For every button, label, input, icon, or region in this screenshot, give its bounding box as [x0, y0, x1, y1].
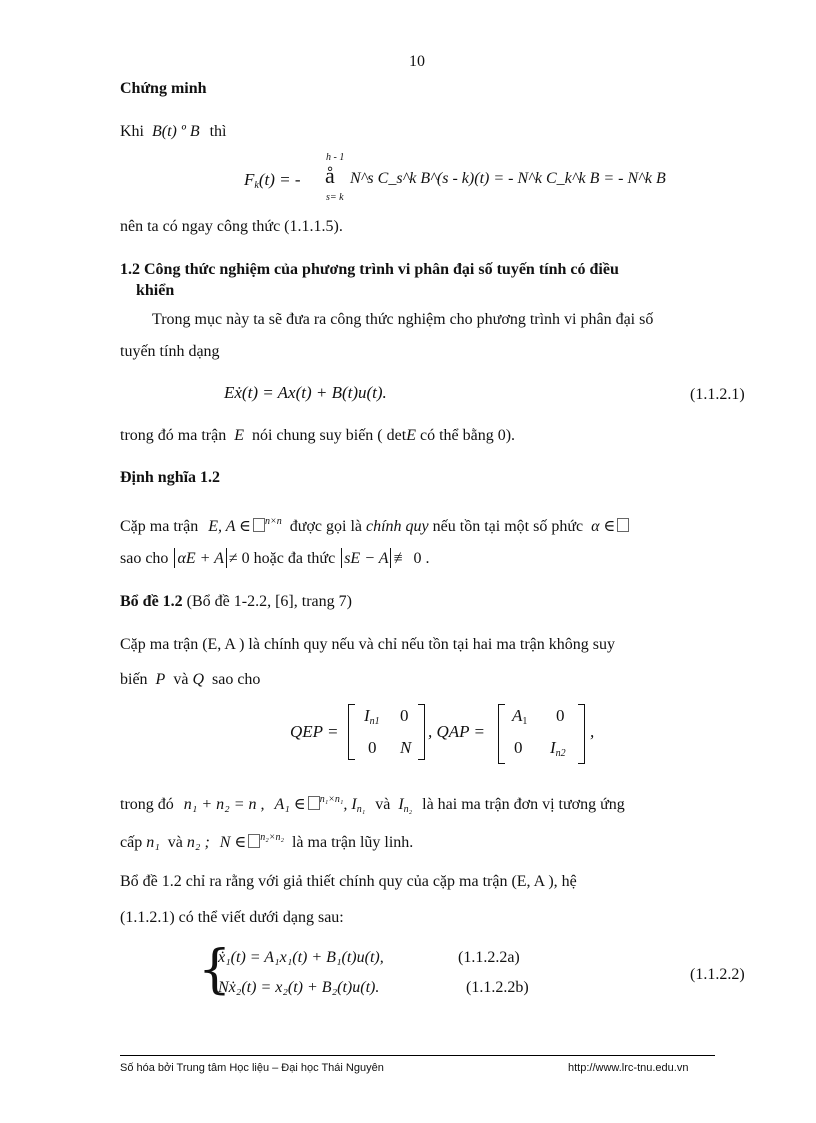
complex-set-icon [253, 518, 265, 532]
b-equiv-math: B(t) º B [152, 123, 200, 140]
where1-I1-sub: n₁ [356, 804, 366, 815]
para2-text-b: nói chung suy biến ( det [251, 427, 407, 444]
qap-I-sub: n2 [555, 748, 566, 759]
para1-line2: tuyến tính dạng [120, 343, 220, 360]
fk-arg: (t) = - [258, 170, 301, 189]
where2-math-n2: n₂ ; [186, 834, 210, 851]
complex-set-icon [248, 834, 260, 848]
qap-A-sub: 1 [522, 716, 528, 727]
def2-text-a: sao cho [120, 550, 169, 567]
lemma-heading: Bổ đề 1.2 [120, 593, 183, 610]
formula-fk-lhs [244, 170, 301, 191]
qap-bracket-right [578, 704, 585, 764]
qep-I-sub: n1 [369, 716, 380, 727]
remark-line1: Bổ đề 1.2 chỉ ra rằng với giả thiết chính quy của cặp ma trận (E, A ), hệ [120, 873, 577, 890]
lemma2-text-b: và [173, 671, 189, 688]
abs-bar-left [174, 548, 175, 568]
fk-F: F [244, 170, 255, 189]
where2-text-b: là ma trận lũy linh. [291, 834, 414, 851]
para2-math-E: E [234, 427, 244, 444]
footer-left: Số hóa bởi Trung tâm Học liệu – Đại học Thái Nguyên [120, 1062, 384, 1074]
qep-cell-22: N [400, 738, 412, 757]
system-eq2: Nẋ₂(t) = x₂(t) + B₂(t)u(t). [218, 979, 380, 996]
lemma2-math-P: P [155, 671, 166, 688]
page-number: 10 [409, 53, 425, 70]
where2-sup: n₂×n₂ [260, 832, 284, 843]
def2-text-b: hoặc đa thức [253, 550, 336, 567]
qep-label: QEP = [290, 722, 339, 741]
qap-cell-11 [512, 706, 527, 727]
def-text-a: Cặp ma trận [120, 518, 199, 535]
def-italic-regular: chính quy [366, 518, 429, 535]
qap-I: I [550, 738, 556, 757]
where2-math-n1: n₁ [146, 834, 160, 851]
qep-cell-21: 0 [368, 738, 377, 757]
def-math-alpha: α ∈ [591, 518, 616, 535]
where-line1 [120, 790, 625, 820]
qep-bracket-left [348, 704, 355, 760]
para2-text-c: có thể bằng 0). [419, 427, 516, 444]
footer-rule [120, 1055, 715, 1056]
where1-math-eq: n₁ + n₂ = n , [183, 796, 265, 813]
para2-math-E2: E [406, 427, 416, 444]
system-label: (1.1.2.2) [690, 966, 745, 983]
where-line2 [120, 828, 413, 853]
where1-text-c: là hai ma trận đơn vị tương ứng [422, 796, 625, 813]
system-eq2-label: (1.1.2.2b) [466, 979, 529, 996]
qap-A: A [512, 706, 523, 725]
para2-line [120, 426, 515, 446]
definition-line1 [120, 512, 629, 537]
where1-sup: n₁×n₁ [319, 794, 344, 805]
system-eq1: ẋ₁(t) = A₁x₁(t) + B₁(t)u(t), [218, 949, 384, 966]
system-brace: { [198, 940, 232, 1000]
complex-set-icon [308, 796, 320, 810]
qep-I: I [364, 706, 370, 725]
qap-comma: , [590, 722, 595, 741]
definition-line2 [120, 548, 429, 569]
qep-cell-11 [364, 706, 380, 727]
def2-math-expr1: αE + A [177, 550, 224, 567]
formula-fk-rhs: N^s C_s^k B^(s - k)(t) = - N^k C_k^k B = - N^k B [350, 170, 666, 187]
proof-intro-line [120, 122, 227, 142]
where1-math-I2: I [398, 796, 404, 813]
def2-math-nequiv: ≢ 0 . [393, 550, 430, 567]
footer-url[interactable]: http://www.lrc-tnu.edu.vn [568, 1062, 689, 1074]
after-formula-text: nên ta có ngay công thức (1.1.1.5). [120, 218, 343, 235]
lemma-reference: (Bổ đề 1-2.2, [6], trang 7) [186, 593, 352, 610]
def2-math-expr2: sE − A [344, 550, 389, 567]
qap-cell-22 [550, 738, 566, 759]
section-heading-line2: khiển [136, 282, 175, 299]
def-text-c: nếu tồn tại một số phức [432, 518, 584, 535]
remark-line2: (1.1.2.1) có thể viết dưới dạng sau: [120, 909, 344, 926]
lemma2-text-c: sao cho [212, 671, 261, 688]
where1-I2-sub: n₂ [403, 804, 413, 815]
abs-bar-left [341, 548, 342, 568]
complex-set-icon [617, 518, 629, 532]
abs-bar-right [390, 548, 391, 568]
lemma2-math-Q: Q [192, 671, 204, 688]
qap-cell-12: 0 [556, 706, 565, 725]
qep-bracket-right [418, 704, 425, 760]
khi-word: Khi [120, 123, 144, 140]
def2-math-ne: ≠ 0 [228, 550, 250, 567]
where2-math-N: N ∈ [219, 834, 247, 851]
sum-upper-limit: h - 1 [326, 152, 345, 163]
sum-symbol: å [325, 163, 335, 188]
qep-cell-12: 0 [400, 706, 409, 725]
where1-math-I1: , I [343, 796, 357, 813]
qap-bracket-left [498, 704, 505, 764]
lemma2-text-a: biến [120, 671, 148, 688]
where1-math-A: A₁ ∈ [274, 796, 306, 813]
where1-text-b: và [375, 796, 391, 813]
para1-line1: Trong mục này ta sẽ đưa ra công thức nghiệm cho phương trình vi phân đại số [152, 311, 654, 328]
where2-text-a: cấp [120, 834, 143, 851]
where1-text-a: trong đó [120, 796, 174, 813]
equation-main: Eẋ(t) = Ax(t) + B(t)u(t). [224, 383, 387, 402]
qap-cell-21: 0 [514, 738, 523, 757]
def-sup-nn: n×n [265, 516, 282, 527]
lemma-line1: Cặp ma trận (E, A ) là chính quy nếu và chỉ nếu tồn tại hai ma trận không suy [120, 636, 615, 653]
where2-text-and: và [167, 834, 183, 851]
fk-subscript: k [254, 180, 259, 191]
section-heading-line1: 1.2 Công thức nghiệm của phương trình vi phân đại số tuyến tính có điều [120, 261, 619, 278]
def-math-EA: E, A ∈ [208, 518, 252, 535]
definition-heading: Định nghĩa 1.2 [120, 469, 221, 486]
thi-word: thì [209, 123, 227, 140]
sum-lower-limit: s= k [326, 192, 344, 203]
qap-label: , QAP = [428, 722, 485, 741]
abs-bar-right [226, 548, 227, 568]
lemma-line2 [120, 670, 260, 690]
lemma-heading-line [120, 592, 352, 612]
def-text-b: được gọi là [289, 518, 362, 535]
para2-text-a: trong đó ma trận [120, 427, 227, 444]
system-eq1-label: (1.1.2.2a) [458, 949, 520, 966]
proof-heading: Chứng minh [120, 80, 207, 97]
equation-main-label: (1.1.2.1) [690, 386, 745, 403]
